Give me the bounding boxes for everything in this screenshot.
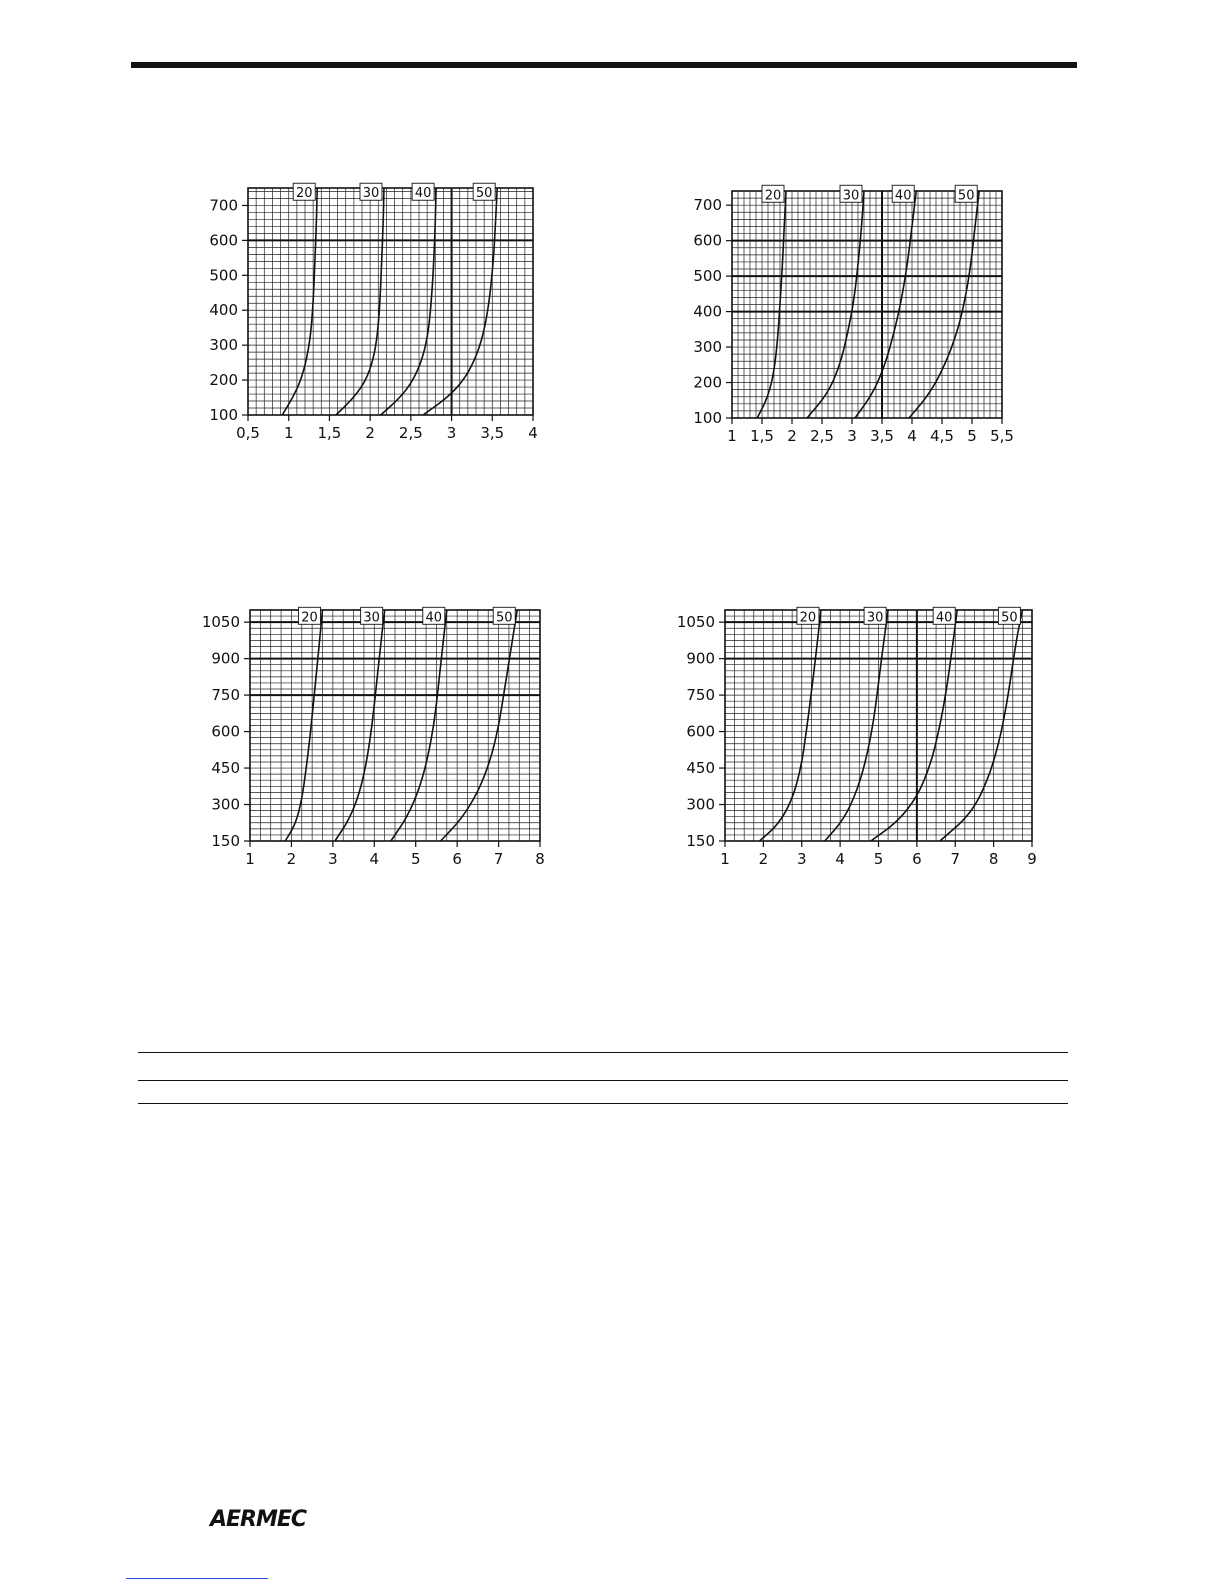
x-tick-label: 3 — [796, 850, 807, 868]
series-label-30: 30 — [842, 188, 860, 204]
x-tick-label: 4 — [907, 427, 917, 445]
x-tick-label: 1 — [245, 850, 255, 868]
table-rule-bottom — [138, 1103, 1068, 1104]
series-label-20: 20 — [301, 610, 318, 626]
x-tick-label: 2 — [787, 427, 797, 445]
y-tick-label: 150 — [686, 832, 715, 850]
x-tick-label: 6 — [912, 850, 922, 868]
series-label-20: 20 — [295, 186, 313, 202]
x-tick-label: 3 — [446, 424, 457, 442]
y-tick-label: 150 — [211, 832, 240, 850]
x-tick-label: 2 — [365, 424, 375, 442]
x-tick-label: 7 — [493, 850, 504, 868]
chart-4 — [652, 600, 1052, 885]
series-label-30: 30 — [363, 610, 380, 626]
y-tick-label: 100 — [693, 409, 722, 427]
series-label-40: 40 — [935, 610, 953, 626]
footer-link-underline — [126, 1578, 268, 1579]
y-tick-label: 600 — [211, 722, 240, 741]
chart-1-svg — [190, 180, 560, 465]
x-tick-label: 1 — [727, 427, 737, 445]
y-tick-label: 1050 — [676, 613, 715, 632]
series-label-20: 20 — [799, 610, 817, 626]
x-tick-label: 7 — [950, 850, 961, 868]
series-curve-40 — [381, 188, 436, 415]
y-tick-label: 200 — [209, 371, 238, 390]
series-label-40: 40 — [414, 186, 432, 202]
y-tick-label: 400 — [209, 301, 238, 320]
x-tick-label: 5 — [873, 850, 884, 868]
series-label-30: 30 — [866, 610, 884, 626]
x-tick-label: 3 — [328, 850, 338, 868]
y-tick-label: 300 — [211, 795, 240, 814]
y-tick-label: 900 — [686, 649, 715, 668]
y-tick-label: 700 — [693, 196, 722, 215]
y-tick-label: 500 — [209, 266, 238, 285]
y-tick-label: 300 — [209, 336, 238, 355]
x-tick-label: 5 — [967, 427, 977, 445]
y-tick-label: 500 — [693, 267, 722, 286]
y-tick-label: 750 — [686, 686, 715, 705]
x-tick-label: 8 — [988, 850, 999, 868]
y-tick-label: 300 — [686, 795, 715, 814]
y-tick-label: 900 — [211, 649, 240, 668]
chart-1 — [190, 180, 560, 465]
chart-2-svg — [672, 183, 1042, 468]
series-label-40: 40 — [894, 188, 912, 204]
header-rule — [131, 62, 1077, 68]
x-tick-label: 5,5 — [990, 427, 1014, 445]
x-tick-label: 4,5 — [930, 427, 954, 445]
series-label-50: 50 — [957, 188, 975, 204]
series-label-40: 40 — [425, 610, 443, 626]
series-label-50: 50 — [495, 610, 513, 626]
y-tick-label: 450 — [211, 759, 240, 778]
x-tick-label: 6 — [452, 850, 462, 868]
x-tick-label: 3,5 — [870, 427, 894, 445]
x-tick-label: 4 — [369, 850, 380, 868]
x-tick-label: 2,5 — [398, 424, 423, 442]
x-tick-label: 9 — [1027, 850, 1037, 868]
chart-3 — [180, 600, 565, 885]
aermec-logo: AERMEC — [210, 1507, 307, 1532]
x-tick-label: 3 — [847, 427, 857, 445]
y-tick-label: 100 — [209, 406, 238, 424]
series-label-50: 50 — [1001, 610, 1018, 626]
y-tick-label: 450 — [686, 759, 715, 778]
x-tick-label: 3,5 — [480, 424, 505, 442]
x-tick-label: 1 — [283, 424, 294, 442]
table-rule-top — [138, 1052, 1068, 1053]
x-tick-label: 4 — [835, 850, 845, 868]
y-tick-label: 600 — [209, 231, 238, 250]
series-curve-30 — [336, 188, 384, 415]
x-tick-label: 2 — [286, 850, 297, 868]
x-tick-label: 1,5 — [750, 427, 774, 445]
y-tick-label: 1050 — [201, 613, 240, 632]
y-tick-label: 600 — [693, 231, 722, 250]
x-tick-label: 2,5 — [810, 427, 834, 445]
series-curve-20 — [282, 188, 317, 415]
plot-frame — [248, 188, 533, 415]
x-tick-label: 0,5 — [236, 424, 260, 442]
chart-2 — [672, 183, 1042, 468]
y-tick-label: 300 — [693, 338, 722, 357]
series-label-50: 50 — [475, 186, 493, 202]
table-rule-middle — [138, 1080, 1068, 1081]
chart-4-svg — [652, 600, 1052, 885]
x-tick-label: 1,5 — [317, 424, 342, 442]
y-tick-label: 700 — [209, 196, 238, 215]
x-tick-label: 5 — [410, 850, 421, 868]
series-curve-50 — [423, 188, 497, 415]
chart-3-svg — [180, 600, 565, 885]
series-label-20: 20 — [764, 188, 782, 204]
y-tick-label: 750 — [211, 686, 240, 705]
y-tick-label: 600 — [686, 722, 715, 741]
y-tick-label: 400 — [693, 302, 722, 321]
x-tick-label: 2 — [758, 850, 769, 868]
x-tick-label: 8 — [535, 850, 545, 868]
y-tick-label: 200 — [693, 373, 722, 392]
series-label-30: 30 — [362, 186, 380, 202]
x-tick-label: 4 — [528, 424, 538, 442]
x-tick-label: 1 — [720, 850, 730, 868]
